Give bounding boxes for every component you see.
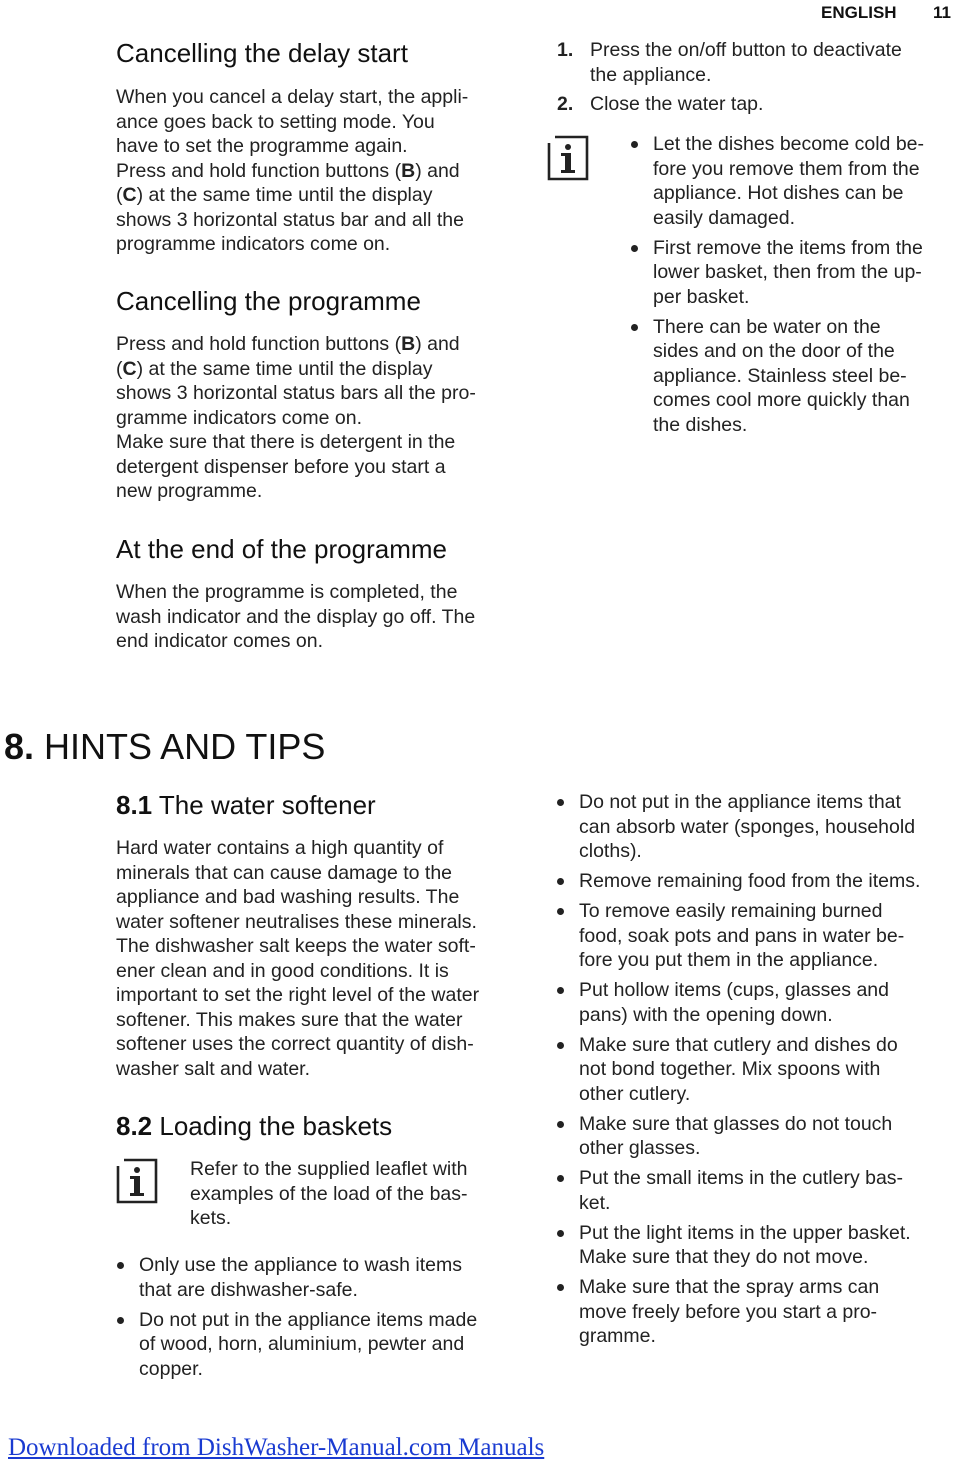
header-language: ENGLISH xyxy=(821,3,897,22)
list-item: Put hollow items (cups, glasses and pans) with the opening down. xyxy=(556,978,960,1027)
list-item: Make sure that glasses do not touch other glasses. xyxy=(556,1112,960,1161)
list-item: First remove the items from the lower basket, then from the up- per basket. xyxy=(630,236,960,310)
list-item: Make sure that the spray arms can move freely before you start a pro- gramme. xyxy=(556,1275,960,1349)
right-bullets xyxy=(556,790,960,1354)
list-item: Put the light items in the upper basket. Make sure that they do not move. xyxy=(556,1221,960,1270)
page-number: 11 xyxy=(933,3,951,22)
end-programme-heading: At the end of the programme xyxy=(116,534,447,564)
cancel-programme-heading: Cancelling the programme xyxy=(116,286,421,316)
download-source-link[interactable]: Downloaded from DishWasher-Manual.com Manuals xyxy=(8,1434,545,1461)
step-item: 1. Press the on/off button to deactivate the appliance. xyxy=(557,39,902,86)
water-softener-paragraph: Hard water contains a high quantity of minerals that can cause damage to the appliance and bad washing results. The water softener neutralises these minerals. The dishwasher salt keeps the water soft- ener clean and in good conditions. It is important to set the right level of the water softener. This makes sure that the water softener uses the correct quantity of dish- washer salt and water. xyxy=(116,837,480,1080)
list-item: There can be water on the sides and on the door of the appliance. Stainless steel be- comes cool more quickly than the dishes. xyxy=(630,315,960,438)
info-icon xyxy=(116,1158,158,1204)
cancel-delay-heading: Cancelling the delay start xyxy=(116,38,408,68)
list-item: Put the small items in the cutlery bas- ket. xyxy=(556,1166,960,1215)
list-item: Do not put in the appliance items that can absorb water (sponges, household cloths). xyxy=(556,790,960,864)
list-item: Make sure that cutlery and dishes do not bond together. Mix spoons with other cutlery. xyxy=(556,1033,960,1107)
loading-info-note: Refer to the supplied leaflet with examples of the load of the bas- kets. xyxy=(190,1158,468,1229)
cancel-programme-paragraph: Press and hold function buttons (B) and (C) at the same time until the display shows 3 horizontal status bars all the pro- gramme indicators come on. Make sure that there is detergent in the detergent dispenser before you start a new programme. xyxy=(116,333,476,502)
info-icon xyxy=(547,135,589,181)
list-item: Let the dishes become cold be- fore you remove them from the appliance. Hot dishes can be easily damaged. xyxy=(630,132,960,230)
section-8-heading: 8. HINTS AND TIPS xyxy=(4,726,326,767)
section-8-1-heading: 8.1 The water softener xyxy=(116,790,376,820)
section-8-2-heading: 8.2 Loading the baskets xyxy=(116,1111,393,1141)
steps-list xyxy=(557,38,957,122)
step-item: 2. Close the water tap. xyxy=(557,93,764,115)
list-item: To remove easily remaining burned food, soak pots and pans in water be- fore you put them in the appliance. xyxy=(556,899,960,973)
loading-bullets xyxy=(116,1253,536,1387)
end-programme-paragraph: When the programme is completed, the wash indicator and the display go off. The end indicator comes on. xyxy=(116,581,476,652)
list-item: Only use the appliance to wash items that are dishwasher-safe. xyxy=(116,1253,536,1302)
info-bullets-1 xyxy=(630,132,960,443)
cancel-delay-paragraph: When you cancel a delay start, the appli- ance goes back to setting mode. You have to set the programme again. Press and hold function buttons (B) and (C) at the same time until the display shows 3 horizontal status bar and all the programme indicators come on. xyxy=(116,86,469,255)
list-item: Remove remaining food from the items. xyxy=(556,869,960,894)
list-item: Do not put in the appliance items made of wood, horn, aluminium, pewter and copper. xyxy=(116,1308,536,1382)
